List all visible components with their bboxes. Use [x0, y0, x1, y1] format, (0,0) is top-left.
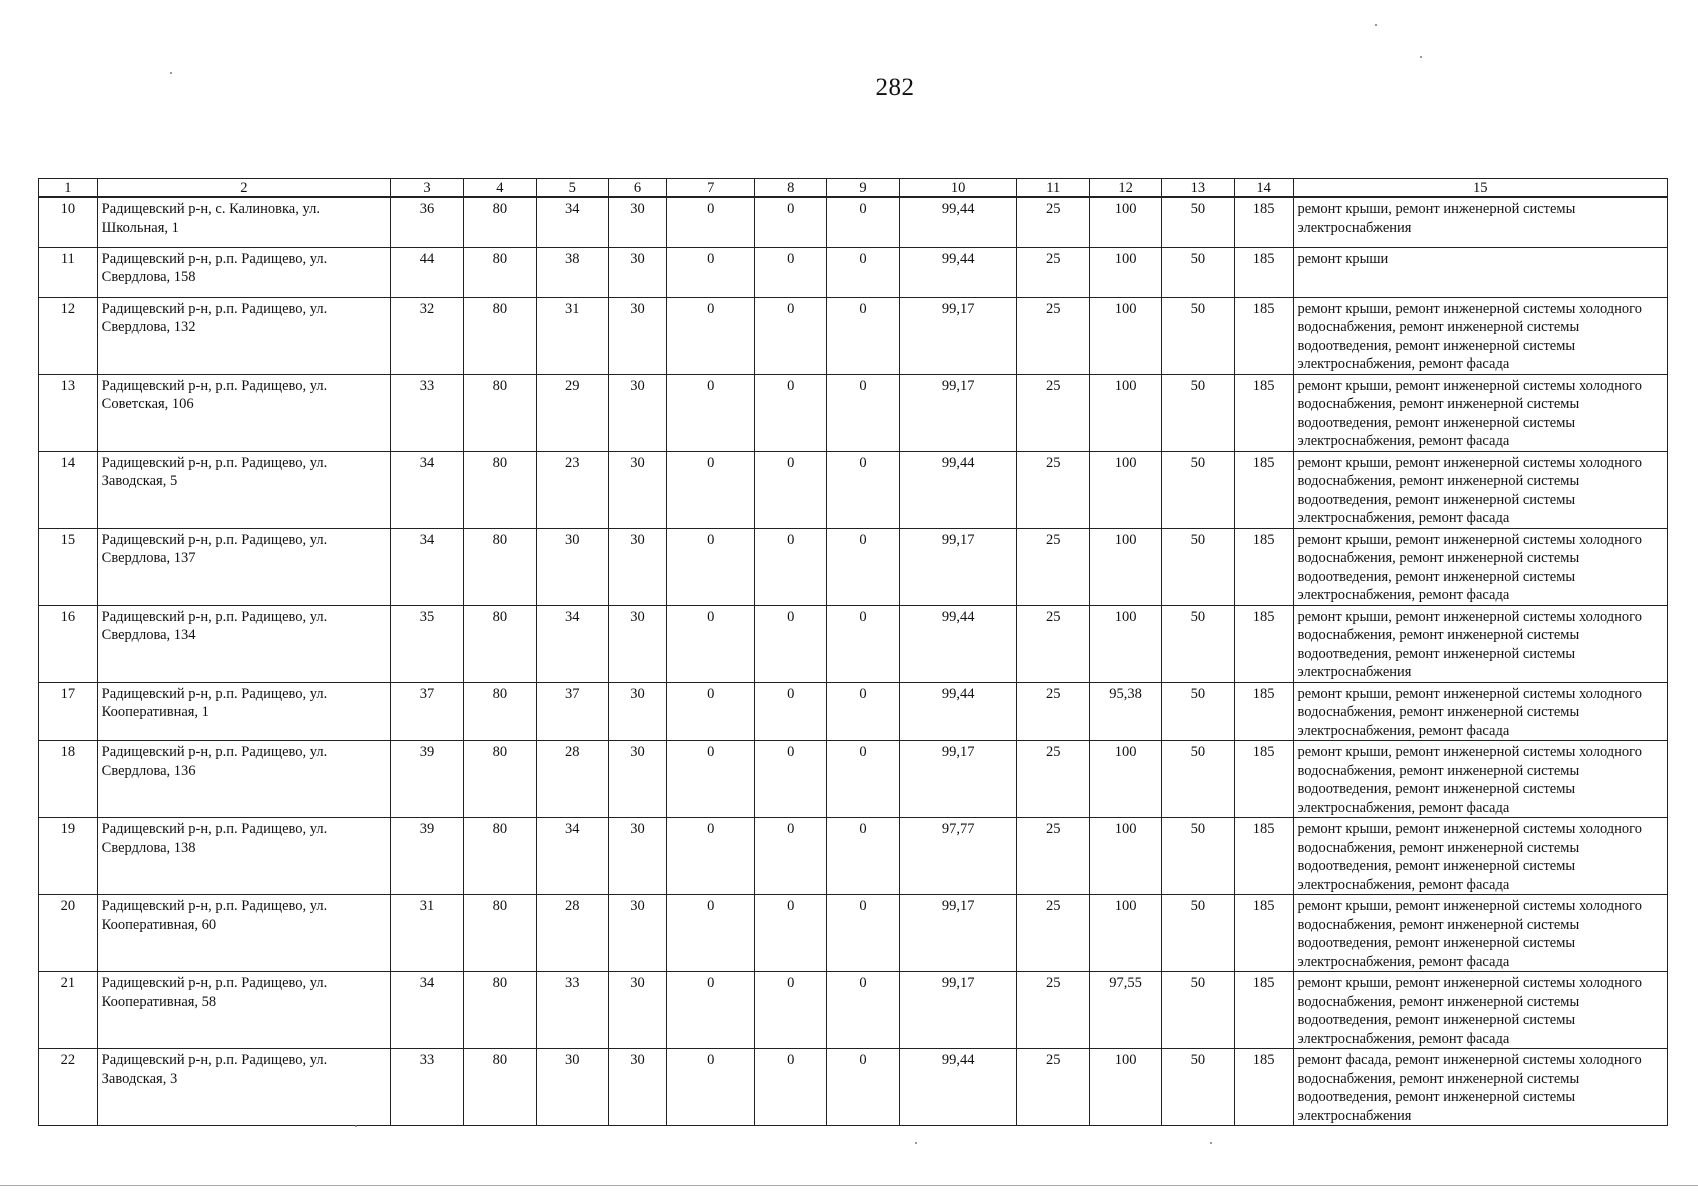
col-8-value: 0: [755, 741, 827, 818]
col-13-value: 50: [1162, 682, 1235, 741]
row-number: 19: [39, 818, 98, 895]
col-12-value: 100: [1090, 741, 1162, 818]
col-13-value: 50: [1162, 818, 1235, 895]
col-5-value: 28: [536, 741, 608, 818]
col-5-value: 30: [536, 528, 608, 605]
col-7-value: 0: [667, 528, 755, 605]
col-7-value: 0: [667, 895, 755, 972]
col-4-value: 80: [463, 972, 536, 1049]
col-14-value: 185: [1234, 682, 1293, 741]
col-10-value: 99,17: [899, 741, 1016, 818]
col-4-value: 80: [463, 818, 536, 895]
col-10-value: 99,17: [899, 297, 1016, 374]
repair-works: ремонт крыши: [1293, 247, 1667, 297]
col-13-value: 50: [1162, 605, 1235, 682]
col-4-value: 80: [463, 528, 536, 605]
column-header: 11: [1017, 179, 1090, 198]
address: Радищевский р-н, р.п. Радищево, ул. Кооперативная, 58: [97, 972, 390, 1049]
col-4-value: 80: [463, 682, 536, 741]
col-7-value: 0: [667, 374, 755, 451]
col-4-value: 80: [463, 197, 536, 247]
column-number-row: [39, 179, 1668, 198]
col-9-value: 0: [827, 972, 900, 1049]
col-10-value: 99,17: [899, 374, 1016, 451]
repair-works: ремонт крыши, ремонт инженерной системы электроснабжения: [1293, 197, 1667, 247]
col-9-value: 0: [827, 818, 900, 895]
address: Радищевский р-н, р.п. Радищево, ул. Заводская, 3: [97, 1049, 390, 1126]
col-5-value: 31: [536, 297, 608, 374]
address: Радищевский р-н, р.п. Радищево, ул. Свердлова, 158: [97, 247, 390, 297]
col-8-value: 0: [755, 374, 827, 451]
col-5-value: 34: [536, 605, 608, 682]
scan-speck: [915, 1142, 917, 1144]
table-row: [39, 741, 1668, 818]
repair-works: ремонт крыши, ремонт инженерной системы холодного водоснабжения, ремонт инженерной системы водоотведения, ремонт инженерной системы электроснабжения, ремонт фасада: [1293, 374, 1667, 451]
table-row: [39, 374, 1668, 451]
col-10-value: 99,44: [899, 682, 1016, 741]
table-body: [39, 197, 1668, 1126]
col-5-value: 29: [536, 374, 608, 451]
col-13-value: 50: [1162, 528, 1235, 605]
col-5-value: 34: [536, 818, 608, 895]
scan-streak: [0, 1185, 1698, 1186]
scan-speck: [1420, 56, 1422, 58]
col-12-value: 100: [1090, 297, 1162, 374]
row-number: 15: [39, 528, 98, 605]
col-4-value: 80: [463, 297, 536, 374]
col-11-value: 25: [1017, 818, 1090, 895]
repair-works: ремонт крыши, ремонт инженерной системы холодного водоснабжения, ремонт инженерной системы электроснабжения, ремонт фасада: [1293, 682, 1667, 741]
col-10-value: 99,17: [899, 528, 1016, 605]
col-11-value: 25: [1017, 682, 1090, 741]
col-3-value: 37: [391, 682, 464, 741]
col-14-value: 185: [1234, 605, 1293, 682]
col-11-value: 25: [1017, 1049, 1090, 1126]
col-4-value: 80: [463, 247, 536, 297]
col-12-value: 100: [1090, 247, 1162, 297]
col-3-value: 35: [391, 605, 464, 682]
col-10-value: 99,44: [899, 247, 1016, 297]
column-header: 12: [1090, 179, 1162, 198]
col-8-value: 0: [755, 247, 827, 297]
col-6-value: 30: [608, 451, 667, 528]
col-7-value: 0: [667, 605, 755, 682]
table-row: [39, 818, 1668, 895]
col-8-value: 0: [755, 1049, 827, 1126]
row-number: 16: [39, 605, 98, 682]
col-6-value: 30: [608, 374, 667, 451]
col-9-value: 0: [827, 374, 900, 451]
col-7-value: 0: [667, 1049, 755, 1126]
repair-registry-table: [38, 178, 1668, 1126]
column-header: 5: [536, 179, 608, 198]
col-11-value: 25: [1017, 197, 1090, 247]
col-3-value: 34: [391, 528, 464, 605]
col-6-value: 30: [608, 1049, 667, 1126]
column-header: 14: [1234, 179, 1293, 198]
col-14-value: 185: [1234, 297, 1293, 374]
col-12-value: 97,55: [1090, 972, 1162, 1049]
col-6-value: 30: [608, 818, 667, 895]
col-10-value: 97,77: [899, 818, 1016, 895]
col-3-value: 44: [391, 247, 464, 297]
col-5-value: 23: [536, 451, 608, 528]
col-14-value: 185: [1234, 247, 1293, 297]
address: Радищевский р-н, р.п. Радищево, ул. Свердлова, 132: [97, 297, 390, 374]
col-10-value: 99,17: [899, 895, 1016, 972]
col-9-value: 0: [827, 895, 900, 972]
table-row: [39, 895, 1668, 972]
col-3-value: 36: [391, 197, 464, 247]
scan-speck: [170, 72, 172, 74]
col-14-value: 185: [1234, 374, 1293, 451]
table-row: [39, 197, 1668, 247]
col-13-value: 50: [1162, 451, 1235, 528]
table-row: [39, 528, 1668, 605]
column-header: 3: [391, 179, 464, 198]
address: Радищевский р-н, р.п. Радищево, ул. Свердлова, 137: [97, 528, 390, 605]
table-row: [39, 297, 1668, 374]
col-6-value: 30: [608, 682, 667, 741]
col-3-value: 33: [391, 374, 464, 451]
col-13-value: 50: [1162, 297, 1235, 374]
col-9-value: 0: [827, 247, 900, 297]
col-3-value: 31: [391, 895, 464, 972]
col-12-value: 100: [1090, 818, 1162, 895]
col-9-value: 0: [827, 682, 900, 741]
table-row: [39, 1049, 1668, 1126]
col-13-value: 50: [1162, 741, 1235, 818]
col-8-value: 0: [755, 895, 827, 972]
col-5-value: 30: [536, 1049, 608, 1126]
col-6-value: 30: [608, 605, 667, 682]
col-10-value: 99,17: [899, 972, 1016, 1049]
col-9-value: 0: [827, 605, 900, 682]
col-7-value: 0: [667, 818, 755, 895]
column-header: 2: [97, 179, 390, 198]
col-6-value: 30: [608, 528, 667, 605]
row-number: 21: [39, 972, 98, 1049]
col-3-value: 34: [391, 451, 464, 528]
col-13-value: 50: [1162, 374, 1235, 451]
col-5-value: 28: [536, 895, 608, 972]
repair-works: ремонт крыши, ремонт инженерной системы холодного водоснабжения, ремонт инженерной системы водоотведения, ремонт инженерной системы электроснабжения, ремонт фасада: [1293, 741, 1667, 818]
col-3-value: 39: [391, 741, 464, 818]
col-5-value: 37: [536, 682, 608, 741]
address: Радищевский р-н, р.п. Радищево, ул. Кооперативная, 1: [97, 682, 390, 741]
col-4-value: 80: [463, 451, 536, 528]
col-11-value: 25: [1017, 605, 1090, 682]
address: Радищевский р-н, р.п. Радищево, ул. Свердлова, 138: [97, 818, 390, 895]
page-number: 282: [875, 74, 915, 101]
col-8-value: 0: [755, 297, 827, 374]
repair-works: ремонт крыши, ремонт инженерной системы холодного водоснабжения, ремонт инженерной системы водоотведения, ремонт инженерной системы электроснабжения, ремонт фасада: [1293, 895, 1667, 972]
col-14-value: 185: [1234, 972, 1293, 1049]
row-number: 20: [39, 895, 98, 972]
col-10-value: 99,44: [899, 451, 1016, 528]
col-8-value: 0: [755, 972, 827, 1049]
scan-speck: [1375, 24, 1377, 26]
repair-works: ремонт крыши, ремонт инженерной системы холодного водоснабжения, ремонт инженерной системы водоотведения, ремонт инженерной системы электроснабжения, ремонт фасада: [1293, 818, 1667, 895]
address: Радищевский р-н, р.п. Радищево, ул. Заводская, 5: [97, 451, 390, 528]
repair-works: ремонт крыши, ремонт инженерной системы холодного водоснабжения, ремонт инженерной системы водоотведения, ремонт инженерной системы электроснабжения, ремонт фасада: [1293, 297, 1667, 374]
col-5-value: 38: [536, 247, 608, 297]
col-3-value: 32: [391, 297, 464, 374]
scan-speck: [355, 1125, 357, 1127]
repair-works: ремонт крыши, ремонт инженерной системы холодного водоснабжения, ремонт инженерной системы водоотведения, ремонт инженерной системы электроснабжения, ремонт фасада: [1293, 528, 1667, 605]
col-11-value: 25: [1017, 972, 1090, 1049]
col-8-value: 0: [755, 682, 827, 741]
col-6-value: 30: [608, 297, 667, 374]
scan-speck: [1210, 1142, 1212, 1144]
col-3-value: 33: [391, 1049, 464, 1126]
table-row: [39, 605, 1668, 682]
address: Радищевский р-н, р.п. Радищево, ул. Свердлова, 134: [97, 605, 390, 682]
col-4-value: 80: [463, 374, 536, 451]
col-14-value: 185: [1234, 1049, 1293, 1126]
table-row: [39, 247, 1668, 297]
col-7-value: 0: [667, 297, 755, 374]
address: Радищевский р-н, р.п. Радищево, ул. Кооперативная, 60: [97, 895, 390, 972]
col-8-value: 0: [755, 818, 827, 895]
col-4-value: 80: [463, 605, 536, 682]
row-number: 12: [39, 297, 98, 374]
col-3-value: 34: [391, 972, 464, 1049]
col-11-value: 25: [1017, 374, 1090, 451]
col-11-value: 25: [1017, 741, 1090, 818]
col-13-value: 50: [1162, 197, 1235, 247]
col-13-value: 50: [1162, 895, 1235, 972]
col-9-value: 0: [827, 297, 900, 374]
col-5-value: 33: [536, 972, 608, 1049]
table-row: [39, 451, 1668, 528]
row-number: 18: [39, 741, 98, 818]
column-header: 6: [608, 179, 667, 198]
col-7-value: 0: [667, 972, 755, 1049]
col-7-value: 0: [667, 451, 755, 528]
col-9-value: 0: [827, 451, 900, 528]
col-14-value: 185: [1234, 895, 1293, 972]
col-8-value: 0: [755, 451, 827, 528]
col-10-value: 99,44: [899, 605, 1016, 682]
col-6-value: 30: [608, 741, 667, 818]
col-4-value: 80: [463, 1049, 536, 1126]
col-12-value: 100: [1090, 895, 1162, 972]
table-row: [39, 682, 1668, 741]
col-12-value: 100: [1090, 197, 1162, 247]
col-12-value: 100: [1090, 605, 1162, 682]
row-number: 10: [39, 197, 98, 247]
col-5-value: 34: [536, 197, 608, 247]
repair-works: ремонт крыши, ремонт инженерной системы холодного водоснабжения, ремонт инженерной системы водоотведения, ремонт инженерной системы электроснабжения, ремонт фасада: [1293, 451, 1667, 528]
col-9-value: 0: [827, 741, 900, 818]
address: Радищевский р-н, р.п. Радищево, ул. Советская, 106: [97, 374, 390, 451]
row-number: 17: [39, 682, 98, 741]
column-header: 7: [667, 179, 755, 198]
col-13-value: 50: [1162, 972, 1235, 1049]
column-header: 4: [463, 179, 536, 198]
col-8-value: 0: [755, 605, 827, 682]
row-number: 13: [39, 374, 98, 451]
col-11-value: 25: [1017, 528, 1090, 605]
col-9-value: 0: [827, 528, 900, 605]
column-header: 15: [1293, 179, 1667, 198]
column-header: 13: [1162, 179, 1235, 198]
col-6-value: 30: [608, 895, 667, 972]
table-row: [39, 972, 1668, 1049]
col-6-value: 30: [608, 197, 667, 247]
column-header: 1: [39, 179, 98, 198]
col-8-value: 0: [755, 197, 827, 247]
col-11-value: 25: [1017, 297, 1090, 374]
col-12-value: 100: [1090, 1049, 1162, 1126]
col-14-value: 185: [1234, 451, 1293, 528]
row-number: 11: [39, 247, 98, 297]
row-number: 14: [39, 451, 98, 528]
col-7-value: 0: [667, 741, 755, 818]
col-12-value: 95,38: [1090, 682, 1162, 741]
col-13-value: 50: [1162, 247, 1235, 297]
col-7-value: 0: [667, 682, 755, 741]
row-number: 22: [39, 1049, 98, 1126]
col-4-value: 80: [463, 895, 536, 972]
col-11-value: 25: [1017, 451, 1090, 528]
col-11-value: 25: [1017, 247, 1090, 297]
col-6-value: 30: [608, 972, 667, 1049]
address: Радищевский р-н, с. Калиновка, ул. Школьная, 1: [97, 197, 390, 247]
col-14-value: 185: [1234, 197, 1293, 247]
col-10-value: 99,44: [899, 197, 1016, 247]
repair-works: ремонт крыши, ремонт инженерной системы холодного водоснабжения, ремонт инженерной системы водоотведения, ремонт инженерной системы электроснабжения, ремонт фасада: [1293, 972, 1667, 1049]
column-header: 9: [827, 179, 900, 198]
col-9-value: 0: [827, 1049, 900, 1126]
col-12-value: 100: [1090, 451, 1162, 528]
address: Радищевский р-н, р.п. Радищево, ул. Свердлова, 136: [97, 741, 390, 818]
repair-works: ремонт крыши, ремонт инженерной системы холодного водоснабжения, ремонт инженерной системы водоотведения, ремонт инженерной системы электроснабжения: [1293, 605, 1667, 682]
col-4-value: 80: [463, 741, 536, 818]
col-14-value: 185: [1234, 818, 1293, 895]
col-12-value: 100: [1090, 374, 1162, 451]
column-header: 10: [899, 179, 1016, 198]
col-13-value: 50: [1162, 1049, 1235, 1126]
column-header: 8: [755, 179, 827, 198]
col-7-value: 0: [667, 247, 755, 297]
col-12-value: 100: [1090, 528, 1162, 605]
col-6-value: 30: [608, 247, 667, 297]
col-7-value: 0: [667, 197, 755, 247]
col-8-value: 0: [755, 528, 827, 605]
repair-works: ремонт фасада, ремонт инженерной системы холодного водоснабжения, ремонт инженерной системы водоотведения, ремонт инженерной системы электроснабжения: [1293, 1049, 1667, 1126]
col-9-value: 0: [827, 197, 900, 247]
col-11-value: 25: [1017, 895, 1090, 972]
col-14-value: 185: [1234, 528, 1293, 605]
col-3-value: 39: [391, 818, 464, 895]
col-10-value: 99,44: [899, 1049, 1016, 1126]
col-14-value: 185: [1234, 741, 1293, 818]
